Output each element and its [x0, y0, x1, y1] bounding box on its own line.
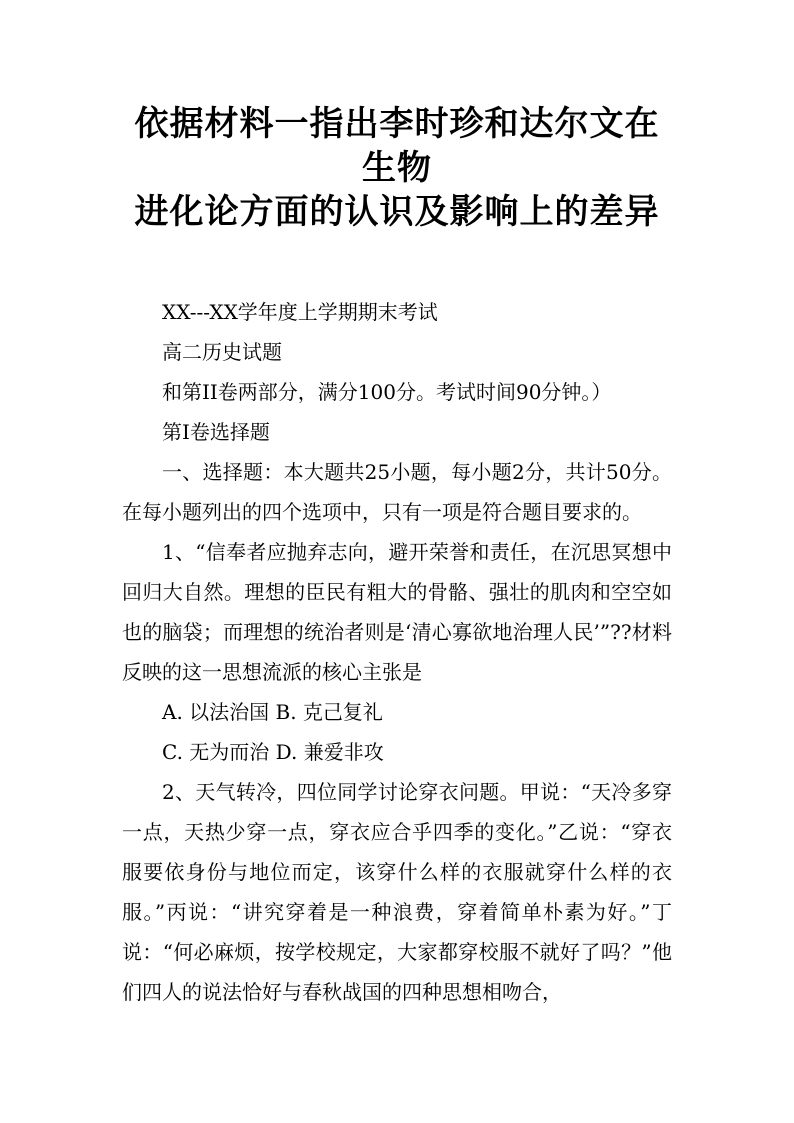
- document-title: [122, 0, 672, 234]
- question-2: 2、天气转冷，四位同学讨论穿衣问题。甲说：“天冷多穿一点，天热少穿一点，穿衣应合乎四季的变化。”乙说：“穿衣服要依身份与地位而定，该穿什么样的衣服就穿什么样的衣服。”丙说：“讲究穿着是一种浪费，穿着简单朴素为好。”丁说：“何必麻烦，按学校规定，大家都穿校服不就好了吗？”他们四人的说法恰好与春秋战国的四种思想相吻合，: [122, 780, 672, 1004]
- title-line-1: 依据材料一指出李时珍和达尔文在生物: [134, 104, 660, 188]
- section-heading: 第I卷选择题: [162, 420, 270, 444]
- instructions: 一、选择题：本大题共25小题，每小题2分，共计50分。在每小题列出的四个选项中，只有一项是符合题目要求的。: [122, 460, 672, 524]
- title-line-2: 进化论方面的认识及影响上的差异: [134, 192, 660, 232]
- exam-subject: 高二历史试题: [162, 340, 282, 364]
- question-1: 1、“信奉者应抛弃志向，避开荣誉和责任，在沉思冥想中回归大自然。理想的臣民有粗大的骨骼、强壮的肌肉和空空如也的脑袋；而理想的统治者则是‘清心寡欲地治理人民’”??材料反映的这一思想流派的核心主张是: [122, 540, 672, 684]
- question-1-options-ab: A. 以法治国 B. 克己复礼: [162, 700, 383, 724]
- document-body: [122, 292, 672, 1012]
- exam-note: 和第II卷两部分，满分100分。考试时间90分钟。）: [162, 380, 612, 404]
- exam-name: XX---XX学年度上学期期末考试: [162, 300, 438, 324]
- question-1-options-cd: C. 无为而治 D. 兼爱非攻: [162, 740, 384, 764]
